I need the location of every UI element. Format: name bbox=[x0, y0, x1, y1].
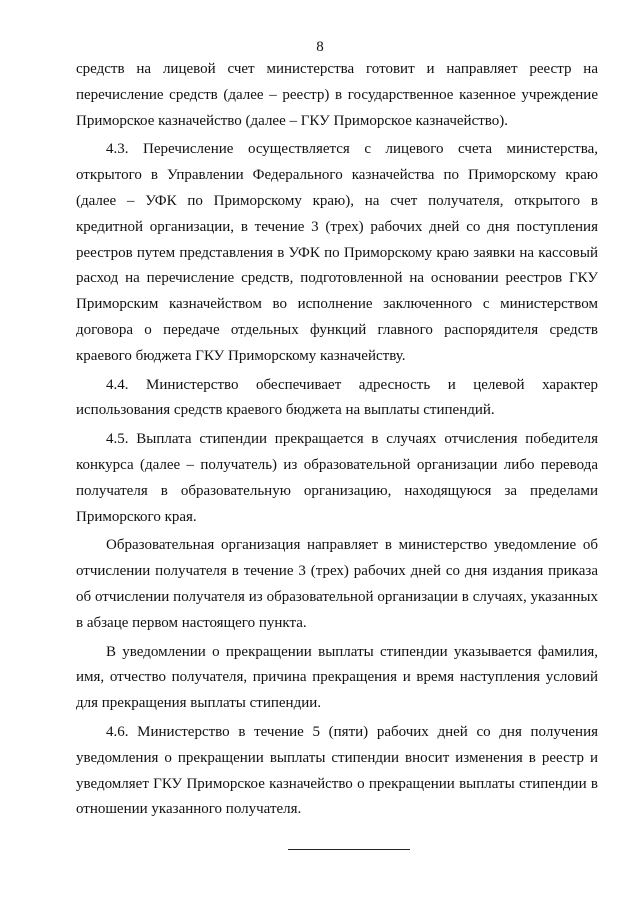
paragraph-4-4: 4.4. Министерство обеспечивает адресность и целевой характер использования средств краевого бюджета на выплаты стипендий. bbox=[76, 376, 598, 419]
paragraph-expulsion-notice: Образовательная организация направляет в министерство уведомление об отчислении получателя в течение 3 (трех) рабочих дней со дня издания приказа об отчислении получателя из образовательной организации в случаях, указанных в абзаце первом настоящего пункта. bbox=[76, 537, 598, 631]
page-number: 8 bbox=[316, 39, 324, 55]
paragraph-4-3: 4.3. Перечисление осуществляется с лицевого счета министерства, открытого в Управлении Федерального казначейства по Приморскому краю (далее – УФК по Приморскому краю), на счет получателя, открытого в кредитной организации, в течение 3 (трех) рабочих дней со дня поступления реестров путем представления в УФК по Приморскому краю заявки на кассовый расход на перечисление средств, подготовленной на основании реестров ГКУ Приморским казначейством во исполнение заключенного с министерством договора о передаче отдельных функций главного распорядителя средств краевого бюджета ГКУ Приморскому казначейству. bbox=[76, 141, 598, 364]
paragraph-4-6: 4.6. Министерство в течение 5 (пяти) рабочих дней со дня получения уведомления о прекращении выплаты стипендии вносит изменения в реестр и уведомляет ГКУ Приморское казначейство о прекращении выплаты стипендии в отношении указанного получателя. bbox=[76, 723, 598, 818]
end-of-text-rule bbox=[288, 849, 410, 850]
paragraph-notice-content: В уведомлении о прекращении выплаты стипендии указывается фамилия, имя, отчество получателя, причина прекращения и время наступления условий для прекращения выплаты стипендии. bbox=[76, 643, 598, 712]
paragraph-4-5: 4.5. Выплата стипендии прекращается в случаях отчисления победителя конкурса (далее – получатель) из образовательной организации либо перевода получателя в образовательную организацию, находящуюся за пределами Приморского края. bbox=[76, 431, 598, 525]
paragraph-continuation: средств на лицевой счет министерства готовит и направляет реестр на перечисление средств (далее – реестр) в государственное казенное учреждение Приморское казначейство (далее – ГКУ Приморское казначейство). bbox=[76, 61, 598, 129]
document-body bbox=[76, 57, 598, 823]
